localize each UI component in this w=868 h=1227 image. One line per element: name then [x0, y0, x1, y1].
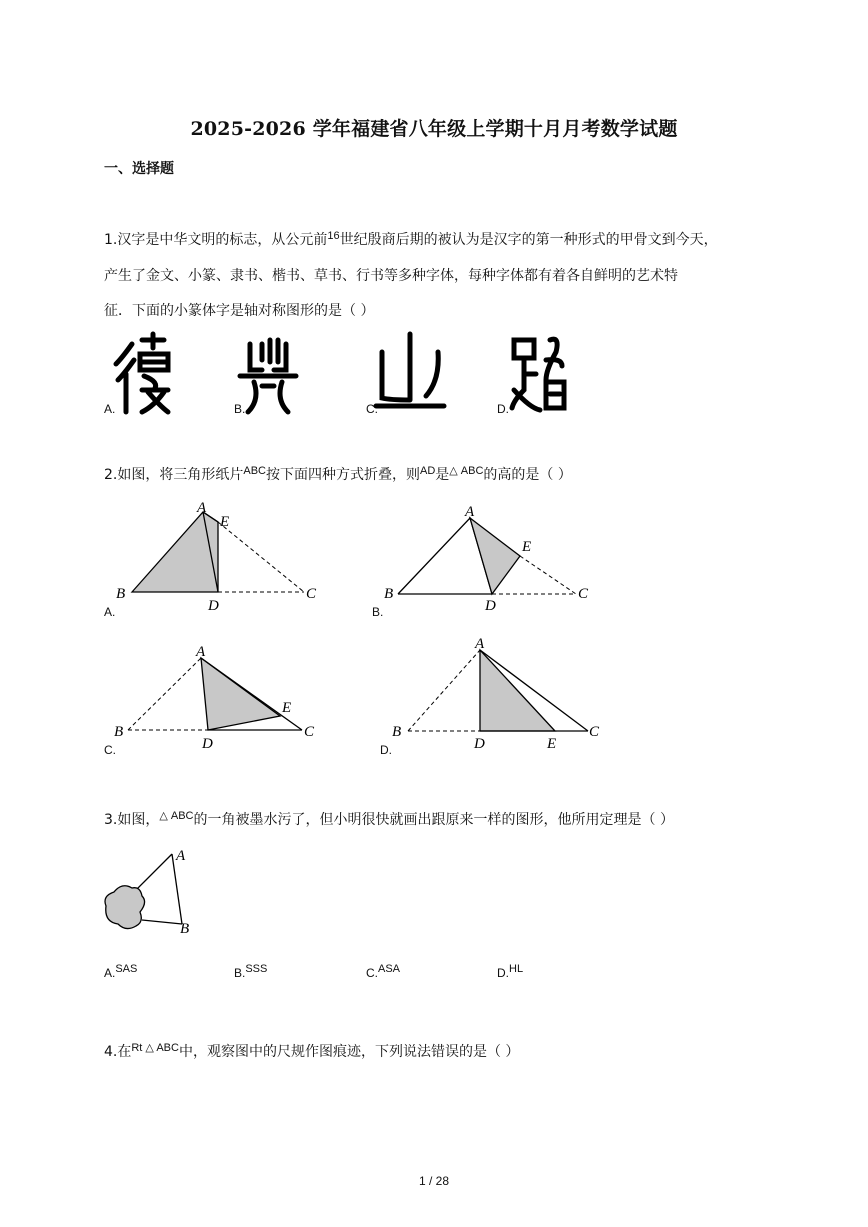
q1-text-pre: 汉字是中华文明的标志，从公元前 [117, 232, 328, 248]
fig-c-label-d: D [202, 736, 213, 752]
question-2 [104, 465, 572, 486]
fig-c-label-e: E [282, 700, 292, 716]
fig-b-label-d: D [485, 598, 496, 614]
q1-option-d: D. [497, 402, 509, 416]
q3-option-d: D.HL [497, 963, 524, 980]
glyph-d-picture [512, 339, 564, 410]
q2-text-mid: 按下面四种方式折叠，则 [265, 467, 420, 483]
fig-a-label-d: D [208, 598, 219, 614]
q1-option-a: A. [104, 402, 116, 416]
q4-rt-triangle: Rt △ ABC [131, 1042, 179, 1054]
fig3-label-a: A [176, 848, 186, 864]
q2-option-c: C. [104, 743, 116, 757]
q1-century: 16 [327, 230, 340, 242]
fig-b-label-e: E [522, 539, 532, 555]
q2-figure-b [384, 504, 589, 614]
q3-triangle: △ ABC [159, 810, 194, 822]
q1-option-c: C. [366, 402, 378, 416]
q2-ad: AD [419, 465, 436, 477]
q1-glyph-pictures [110, 330, 590, 420]
q2-number: 2. [104, 467, 118, 483]
glyph-b-picture [240, 340, 296, 412]
q1-option-b: B. [234, 402, 246, 416]
q2-text-pre: 如图，将三角形纸片 [117, 467, 244, 483]
q2-option-a: A. [104, 605, 116, 619]
ink-blot [105, 886, 145, 929]
fig-a-label-c: C [306, 586, 317, 602]
q3-option-c: C.ASA [366, 963, 401, 980]
q2-abc: ABC [243, 465, 266, 477]
fig-b-label-a: A [465, 504, 475, 520]
fig-a-label-b: B [116, 586, 126, 602]
q2-triangle: △ ABC [449, 465, 484, 477]
q1-number: 1. [104, 232, 118, 248]
fig-d-label-c: C [589, 724, 600, 740]
fig-d-label-b: B [392, 724, 402, 740]
q3-option-b: B.SSS [234, 963, 268, 980]
page-title: 2025-2026 学年福建省八年级上学期十月月考数学试题 [190, 118, 678, 140]
fig-b-label-b: B [384, 586, 394, 602]
q4-text-pre: 在 [117, 1044, 132, 1060]
fig-c-label-c: C [304, 724, 315, 740]
q2-text-post: 的高的是（ ） [483, 467, 572, 483]
q3-figure [100, 842, 220, 942]
q1-line-2: 产生了金文、小篆、隶书、楷书、草书、行书等多种字体，每种字体都有着各自鲜明的艺术特 [104, 268, 678, 284]
fig-c-label-b: B [114, 724, 124, 740]
q2-text-mid2: 是 [435, 467, 450, 483]
question-1 [104, 230, 718, 251]
q1-text-post: 世纪殷商后期的被认为是汉字的第一种形式的甲骨文到今天， [339, 232, 718, 248]
q4-number: 4. [104, 1044, 118, 1060]
question-3 [104, 810, 674, 831]
q3-text-pre: 如图， [117, 812, 160, 828]
section-heading: 一、选择题 [104, 161, 174, 177]
q2-option-b: B. [372, 605, 384, 619]
glyph-a-picture [116, 334, 168, 412]
fig-a-label-a: A [197, 500, 207, 516]
question-4 [104, 1042, 519, 1063]
q3-option-a: A.SAS [104, 963, 138, 980]
fig-c-label-a: A [196, 644, 206, 660]
fig-d-label-d: D [474, 736, 485, 752]
fig-d-label-a: A [475, 636, 485, 652]
q3-number: 3. [104, 812, 118, 828]
q2-figure-a [116, 500, 317, 614]
q4-text-post: 中，观察图中的尺规作图痕迹，下列说法错误的是（ ） [178, 1044, 520, 1060]
q2-figure-c [114, 644, 315, 752]
page-number: 1 / 28 [418, 1174, 450, 1188]
fig-b-label-c: C [578, 586, 589, 602]
q2-figures [100, 498, 620, 760]
fig-a-label-e: E [220, 514, 230, 530]
fig-d-label-e: E [547, 736, 557, 752]
q2-option-d: D. [380, 743, 392, 757]
fig3-label-b: B [180, 921, 190, 937]
q1-line-3: 征．下面的小篆体字是轴对称图形的是（ ） [104, 303, 375, 319]
glyph-c-picture [376, 334, 444, 406]
q2-figure-d [392, 636, 600, 752]
q3-text-post: 的一角被墨水污了，但小明很快就画出跟原来一样的图形，他所用定理是（ ） [193, 812, 674, 828]
